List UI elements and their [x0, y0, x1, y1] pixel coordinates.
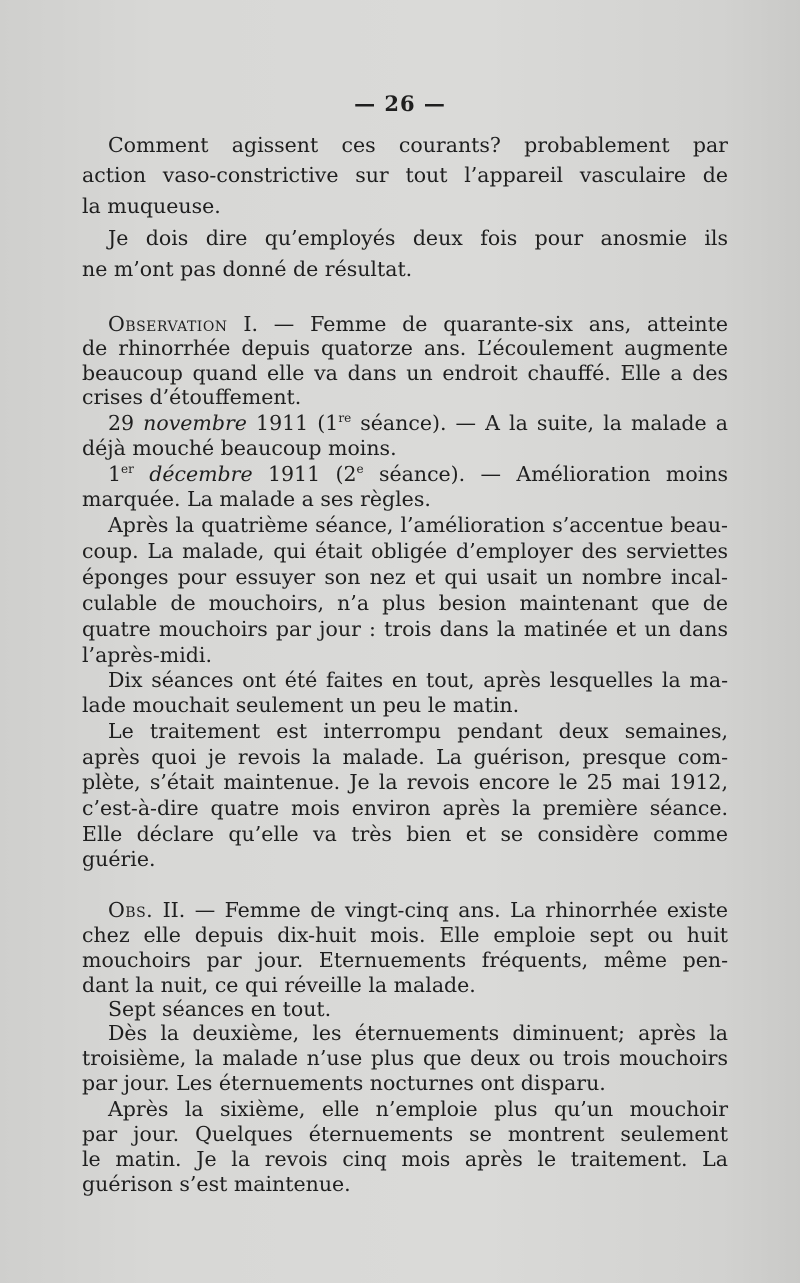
- text-line: Dix séances ont été faites en tout, après lesquelles la ma-: [108, 668, 728, 692]
- text-line: Sept séances en tout.: [108, 997, 332, 1021]
- observation-label: Obs.: [108, 898, 154, 922]
- text-line: chez elle depuis dix-huit mois. Elle emploie sept ou huit: [82, 923, 728, 947]
- text-line: action vaso-constrictive sur tout l’appareil vasculaire de: [82, 163, 728, 187]
- observation-heading-line: Observation I. — Femme de quarante-six ans, atteinte: [108, 312, 728, 336]
- text-line: après quoi je revois la malade. La guérison, presque com-: [82, 745, 728, 769]
- text-line: Comment agissent ces courants? probablement par: [108, 133, 728, 157]
- text-line: dant la nuit, ce qui réveille la malade.: [82, 973, 476, 997]
- text-line: l’après-midi.: [82, 643, 212, 667]
- text-line: 1er décembre 1911 (2e séance). — Amélioration moins: [108, 462, 728, 486]
- text-line: guérie.: [82, 847, 156, 871]
- text-line: mouchoirs par jour. Eternuements fréquents, même pen-: [82, 948, 728, 972]
- text-line: culable de mouchoirs, n’a plus besion maintenant que de: [82, 591, 728, 615]
- text-line: 29 novembre 1911 (1re séance). — A la suite, la malade a: [108, 411, 728, 435]
- text-line: Je dois dire qu’employés deux fois pour anosmie ils: [108, 226, 728, 250]
- text-line: plète, s’était maintenue. Je la revois encore le 25 mai 1912,: [82, 770, 728, 794]
- text-line: éponges pour essuyer son nez et qui usait un nombre incal-: [82, 565, 728, 589]
- text-line: Après la quatrième séance, l’amélioration s’accentue beau-: [108, 513, 728, 537]
- text-line: troisième, la malade n’use plus que deux ou trois mouchoirs: [82, 1046, 728, 1070]
- text-line: marquée. La malade a ses règles.: [82, 487, 431, 511]
- text-line: lade mouchait seulement un peu le matin.: [82, 693, 520, 717]
- text-line: Elle déclare qu’elle va très bien et se considère comme: [82, 822, 728, 846]
- observation-heading-line: Obs. II. — Femme de vingt-cinq ans. La rhinorrhée existe: [108, 898, 728, 922]
- text-line: Le traitement est interrompu pendant deux semaines,: [108, 719, 728, 743]
- text-line: par jour. Quelques éternuements se montrent seulement: [82, 1122, 728, 1146]
- text-line: de rhinorrhée depuis quatorze ans. L’écoulement augmente: [82, 336, 728, 360]
- text-line: quatre mouchoirs par jour : trois dans la matinée et un dans: [82, 617, 728, 641]
- text-line: ne m’ont pas donné de résultat.: [82, 257, 413, 281]
- text-line: la muqueuse.: [82, 194, 221, 218]
- text-line: crises d’étouffement.: [82, 385, 302, 409]
- text-line: Après la sixième, elle n’emploie plus qu’un mouchoir: [108, 1097, 728, 1121]
- text-line: par jour. Les éternuements nocturnes ont disparu.: [82, 1071, 606, 1095]
- text-line: guérison s’est maintenue.: [82, 1172, 351, 1196]
- text-line: beaucoup quand elle va dans un endroit chauffé. Elle a des: [82, 361, 728, 385]
- text-line: Dès la deuxième, les éternuements diminuent; après la: [108, 1021, 728, 1045]
- text-line: c’est-à-dire quatre mois environ après la première séance.: [82, 796, 728, 820]
- text-line: coup. La malade, qui était obligée d’employer des serviettes: [82, 539, 728, 563]
- page-number: — 26 —: [354, 91, 446, 116]
- text-line: le matin. Je la revois cinq mois après le traitement. La: [82, 1147, 728, 1171]
- observation-label: Observation: [108, 312, 228, 336]
- text-line: déjà mouché beaucoup moins.: [82, 436, 397, 460]
